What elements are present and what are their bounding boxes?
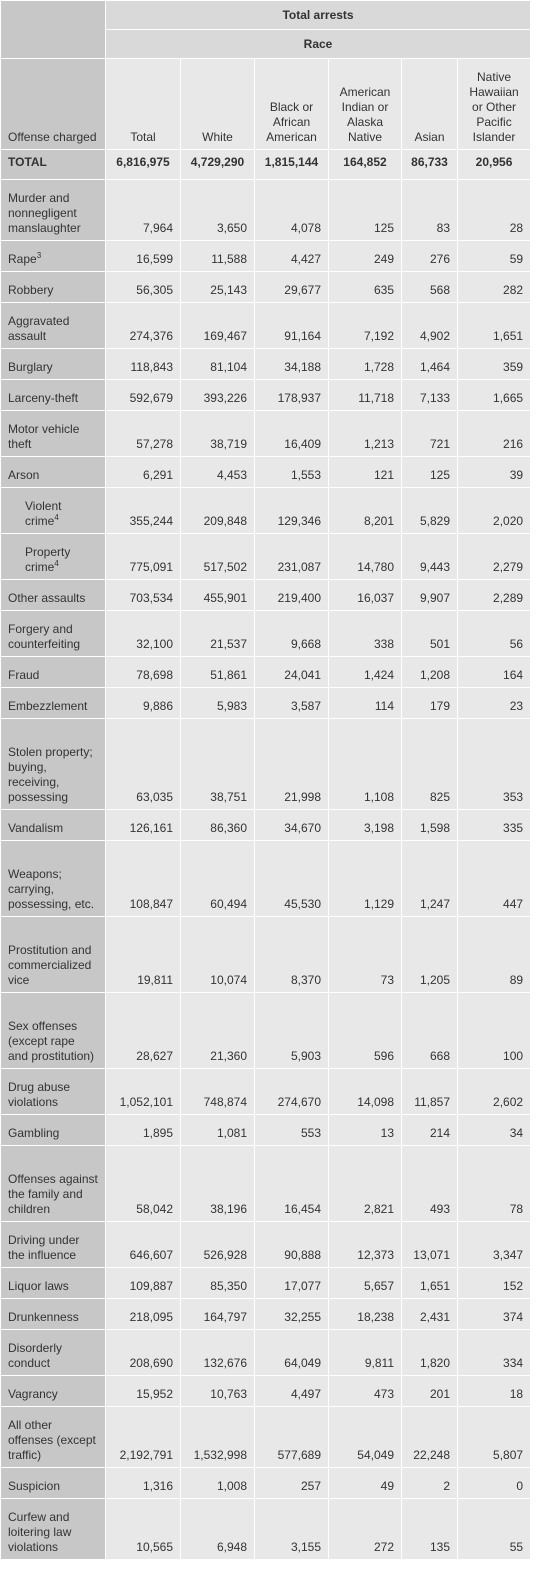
offense-label: Disorderly conduct: [8, 1341, 63, 1370]
value-cell-black: 16,409: [255, 411, 329, 457]
value-cell-white: 38,719: [181, 411, 255, 457]
value-cell-black: 3,587: [255, 688, 329, 719]
value-cell-pacific-islander: 1,651: [458, 303, 531, 349]
value-cell-white: 748,874: [181, 1069, 255, 1115]
value-cell-american-indian: 2,821: [329, 1146, 402, 1222]
offense-label-cell: [1, 1222, 106, 1268]
value-cell-total: 108,847: [106, 841, 181, 917]
offense-label: Curfew and loitering law violations: [8, 1510, 72, 1554]
offense-label: Suspicion: [8, 1479, 61, 1493]
value-cell-pacific-islander: 78: [458, 1146, 531, 1222]
value-cell-american-indian: 596: [329, 993, 402, 1069]
value-cell-total: 63,035: [106, 719, 181, 810]
offense-label: Violent crime: [25, 499, 62, 528]
value-cell-total: 592,679: [106, 380, 181, 411]
value-cell-white: 1,081: [181, 1115, 255, 1146]
value-cell-total: 646,607: [106, 1222, 181, 1268]
value-cell-asian: 668: [402, 993, 458, 1069]
value-cell-asian: 825: [402, 719, 458, 810]
value-cell-asian: 1,464: [402, 349, 458, 380]
offense-label-cell: [1, 150, 106, 180]
value-cell-total: 109,887: [106, 1268, 181, 1299]
value-cell-asian: 1,820: [402, 1330, 458, 1376]
offense-label-cell: [1, 380, 106, 411]
offense-label-cell: [1, 241, 106, 272]
table-row: [1, 1299, 531, 1330]
value-cell-total: 1,316: [106, 1468, 181, 1499]
value-cell-pacific-islander: 34: [458, 1115, 531, 1146]
offense-label: Drunkenness: [8, 1310, 79, 1324]
value-cell-total: 56,305: [106, 272, 181, 303]
offense-label-cell: [1, 688, 106, 719]
table-row: [1, 719, 531, 810]
value-cell-pacific-islander: 59: [458, 241, 531, 272]
table-row: [1, 349, 531, 380]
value-cell-american-indian: 3,198: [329, 810, 402, 841]
offense-label: Murder and nonnegligent manslaughter: [8, 191, 81, 235]
value-cell-black: 257: [255, 1468, 329, 1499]
offense-label: Stolen property; buying, receiving, possessing: [8, 745, 93, 804]
offense-label-cell: [1, 1299, 106, 1330]
value-cell-total: 2,192,791: [106, 1407, 181, 1468]
value-cell-asian: 7,133: [402, 380, 458, 411]
value-cell-asian: 1,205: [402, 917, 458, 993]
value-cell-american-indian: 14,098: [329, 1069, 402, 1115]
value-cell-pacific-islander: 0: [458, 1468, 531, 1499]
value-cell-white: 11,588: [181, 241, 255, 272]
value-cell-pacific-islander: 39: [458, 457, 531, 488]
offense-label-cell: [1, 1268, 106, 1299]
value-cell-total: 274,376: [106, 303, 181, 349]
value-cell-total: 28,627: [106, 993, 181, 1069]
value-cell-black: 17,077: [255, 1268, 329, 1299]
value-cell-american-indian: 9,811: [329, 1330, 402, 1376]
value-cell-total: 118,843: [106, 349, 181, 380]
value-cell-total: 126,161: [106, 810, 181, 841]
value-cell-asian: 1,208: [402, 657, 458, 688]
value-cell-white: 393,226: [181, 380, 255, 411]
value-cell-pacific-islander: 5,807: [458, 1407, 531, 1468]
offense-label-cell: [1, 841, 106, 917]
offense-label-cell: [1, 349, 106, 380]
value-cell-white: 21,360: [181, 993, 255, 1069]
value-cell-total: 58,042: [106, 1146, 181, 1222]
table-row: [1, 303, 531, 349]
value-cell-american-indian: 13: [329, 1115, 402, 1146]
value-cell-american-indian: 1,424: [329, 657, 402, 688]
value-cell-asian: 13,071: [402, 1222, 458, 1268]
value-cell-total: 703,534: [106, 580, 181, 611]
value-cell-black: 9,668: [255, 611, 329, 657]
value-cell-american-indian: 1,213: [329, 411, 402, 457]
value-cell-white: 10,074: [181, 917, 255, 993]
offense-label-cell: [1, 1376, 106, 1407]
offense-label-cell: [1, 1468, 106, 1499]
offense-label-cell: [1, 1407, 106, 1468]
value-cell-american-indian: 11,718: [329, 380, 402, 411]
value-cell-black: 34,670: [255, 810, 329, 841]
value-cell-american-indian: 121: [329, 457, 402, 488]
value-cell-pacific-islander: 353: [458, 719, 531, 810]
value-cell-black: 21,998: [255, 719, 329, 810]
value-cell-black: 553: [255, 1115, 329, 1146]
value-cell-pacific-islander: 2,279: [458, 534, 531, 580]
offense-label-cell: [1, 657, 106, 688]
value-cell-black: 1,815,144: [255, 150, 329, 180]
value-cell-total: 6,291: [106, 457, 181, 488]
value-cell-american-indian: 272: [329, 1499, 402, 1560]
value-cell-total: 9,886: [106, 688, 181, 719]
table-row: [1, 611, 531, 657]
value-cell-pacific-islander: 152: [458, 1268, 531, 1299]
offense-label-cell: [1, 1330, 106, 1376]
value-cell-asian: 5,829: [402, 488, 458, 534]
value-cell-pacific-islander: 89: [458, 917, 531, 993]
value-cell-total: 7,964: [106, 180, 181, 241]
table-row: [1, 1069, 531, 1115]
value-cell-pacific-islander: 216: [458, 411, 531, 457]
value-cell-white: 169,467: [181, 303, 255, 349]
offense-label-cell: [1, 411, 106, 457]
value-cell-american-indian: 12,373: [329, 1222, 402, 1268]
value-cell-total: 218,095: [106, 1299, 181, 1330]
value-cell-white: 38,751: [181, 719, 255, 810]
value-cell-white: 455,901: [181, 580, 255, 611]
value-cell-american-indian: 54,049: [329, 1407, 402, 1468]
value-cell-white: 5,983: [181, 688, 255, 719]
value-cell-white: 164,797: [181, 1299, 255, 1330]
value-cell-pacific-islander: 164: [458, 657, 531, 688]
value-cell-pacific-islander: 335: [458, 810, 531, 841]
offense-label: Driving under the influence: [8, 1233, 80, 1262]
value-cell-white: 4,729,290: [181, 150, 255, 180]
value-cell-total: 57,278: [106, 411, 181, 457]
value-cell-black: 8,370: [255, 917, 329, 993]
table-row: [1, 457, 531, 488]
value-cell-total: 1,895: [106, 1115, 181, 1146]
offense-label-cell: [1, 488, 106, 534]
value-cell-total: 16,599: [106, 241, 181, 272]
value-cell-asian: 125: [402, 457, 458, 488]
value-cell-pacific-islander: 2,289: [458, 580, 531, 611]
table-row: [1, 917, 531, 993]
table-row: [1, 580, 531, 611]
table-body: [1, 150, 531, 1560]
value-cell-asian: 2,431: [402, 1299, 458, 1330]
offense-label: Larceny-theft: [8, 391, 79, 405]
column-header-american-indian: American Indian or Alaska Native: [329, 59, 402, 150]
value-cell-white: 3,650: [181, 180, 255, 241]
value-cell-black: 45,530: [255, 841, 329, 917]
value-cell-total: 6,816,975: [106, 150, 181, 180]
table-row: [1, 1268, 531, 1299]
offense-label: Fraud: [8, 668, 40, 682]
value-cell-american-indian: 473: [329, 1376, 402, 1407]
offense-label: Robbery: [8, 283, 54, 297]
value-cell-american-indian: 1,108: [329, 719, 402, 810]
offense-label-cell: [1, 993, 106, 1069]
value-cell-asian: 501: [402, 611, 458, 657]
table-row-total: [1, 150, 531, 180]
table-row: [1, 1468, 531, 1499]
value-cell-white: 25,143: [181, 272, 255, 303]
value-cell-asian: 721: [402, 411, 458, 457]
value-cell-black: 274,670: [255, 1069, 329, 1115]
table-row: [1, 1222, 531, 1268]
column-header-white: White: [181, 59, 255, 150]
header-corner-cell: [1, 1, 106, 59]
value-cell-asian: 4,902: [402, 303, 458, 349]
value-cell-white: 38,196: [181, 1146, 255, 1222]
value-cell-total: 775,091: [106, 534, 181, 580]
value-cell-asian: 22,248: [402, 1407, 458, 1468]
value-cell-american-indian: 125: [329, 180, 402, 241]
value-cell-pacific-islander: 334: [458, 1330, 531, 1376]
offense-label: Vandalism: [8, 821, 64, 835]
value-cell-american-indian: 49: [329, 1468, 402, 1499]
value-cell-pacific-islander: 55: [458, 1499, 531, 1560]
table-row: [1, 534, 531, 580]
value-cell-white: 4,453: [181, 457, 255, 488]
offense-label: Motor vehicle theft: [8, 422, 80, 451]
value-cell-pacific-islander: 1,665: [458, 380, 531, 411]
offense-label: Drug abuse violations: [8, 1080, 71, 1109]
table-row: [1, 380, 531, 411]
value-cell-white: 526,928: [181, 1222, 255, 1268]
value-cell-asian: 214: [402, 1115, 458, 1146]
value-cell-asian: 493: [402, 1146, 458, 1222]
value-cell-black: 178,937: [255, 380, 329, 411]
value-cell-white: 10,763: [181, 1376, 255, 1407]
value-cell-american-indian: 1,129: [329, 841, 402, 917]
value-cell-pacific-islander: 359: [458, 349, 531, 380]
offense-label: Offenses against the family and children: [8, 1172, 98, 1216]
offense-label: Burglary: [8, 360, 53, 374]
value-cell-pacific-islander: 3,347: [458, 1222, 531, 1268]
offense-label-cell: [1, 580, 106, 611]
offense-label: Liquor laws: [8, 1279, 69, 1293]
value-cell-black: 64,049: [255, 1330, 329, 1376]
value-cell-american-indian: 164,852: [329, 150, 402, 180]
value-cell-black: 29,677: [255, 272, 329, 303]
offense-label: Other assaults: [8, 591, 86, 605]
value-cell-american-indian: 8,201: [329, 488, 402, 534]
value-cell-white: 51,861: [181, 657, 255, 688]
table-header: [1, 1, 531, 150]
value-cell-asian: 11,857: [402, 1069, 458, 1115]
value-cell-white: 132,676: [181, 1330, 255, 1376]
race-heading: Race: [106, 30, 531, 59]
value-cell-asian: 1,651: [402, 1268, 458, 1299]
value-cell-asian: 179: [402, 688, 458, 719]
value-cell-pacific-islander: 18: [458, 1376, 531, 1407]
column-header-pacific-islander: Native Hawaiian or Other Pacific Islander: [458, 59, 531, 150]
value-cell-asian: 2: [402, 1468, 458, 1499]
table-row: [1, 488, 531, 534]
value-cell-black: 4,497: [255, 1376, 329, 1407]
value-cell-black: 231,087: [255, 534, 329, 580]
value-cell-black: 4,078: [255, 180, 329, 241]
value-cell-black: 3,155: [255, 1499, 329, 1560]
footnote-marker: 4: [54, 559, 59, 568]
total-arrests-heading: Total arrests: [106, 1, 531, 30]
table-row: [1, 411, 531, 457]
offense-label: Sex offenses (except rape and prostitution): [8, 1019, 95, 1063]
footnote-marker: 3: [36, 251, 42, 260]
column-header-total: Total: [106, 59, 181, 150]
value-cell-pacific-islander: 374: [458, 1299, 531, 1330]
value-cell-pacific-islander: 20,956: [458, 150, 531, 180]
value-cell-black: 577,689: [255, 1407, 329, 1468]
offense-label: Embezzlement: [8, 699, 88, 713]
value-cell-asian: 86,733: [402, 150, 458, 180]
value-cell-white: 60,494: [181, 841, 255, 917]
value-cell-white: 6,948: [181, 1499, 255, 1560]
value-cell-white: 517,502: [181, 534, 255, 580]
value-cell-american-indian: 73: [329, 917, 402, 993]
value-cell-american-indian: 7,192: [329, 303, 402, 349]
value-cell-black: 129,346: [255, 488, 329, 534]
value-cell-black: 24,041: [255, 657, 329, 688]
offense-label-cell: [1, 1069, 106, 1115]
offense-label-cell: [1, 611, 106, 657]
value-cell-black: 219,400: [255, 580, 329, 611]
offense-label-cell: [1, 457, 106, 488]
offense-label: Weapons; carrying, possessing, etc.: [8, 867, 95, 911]
offense-label-cell: [1, 810, 106, 841]
offense-label-cell: [1, 1115, 106, 1146]
offense-label: TOTAL: [8, 155, 47, 169]
offense-label-cell: [1, 534, 106, 580]
column-header-asian: Asian: [402, 59, 458, 150]
value-cell-white: 1,008: [181, 1468, 255, 1499]
value-cell-pacific-islander: 23: [458, 688, 531, 719]
table-row: [1, 1115, 531, 1146]
value-cell-black: 1,553: [255, 457, 329, 488]
table-row: [1, 841, 531, 917]
value-cell-pacific-islander: 100: [458, 993, 531, 1069]
value-cell-black: 91,164: [255, 303, 329, 349]
value-cell-asian: 201: [402, 1376, 458, 1407]
table-row: [1, 1146, 531, 1222]
footnote-marker: 4: [54, 513, 59, 522]
offense-label: Forgery and counterfeiting: [8, 622, 81, 651]
value-cell-black: 16,454: [255, 1146, 329, 1222]
value-cell-total: 10,565: [106, 1499, 181, 1560]
value-cell-white: 1,532,998: [181, 1407, 255, 1468]
offense-label-cell: [1, 180, 106, 241]
table-row: [1, 657, 531, 688]
value-cell-black: 90,888: [255, 1222, 329, 1268]
value-cell-american-indian: 16,037: [329, 580, 402, 611]
value-cell-asian: 568: [402, 272, 458, 303]
value-cell-pacific-islander: 447: [458, 841, 531, 917]
value-cell-asian: 9,907: [402, 580, 458, 611]
offense-label-cell: [1, 1146, 106, 1222]
value-cell-asian: 9,443: [402, 534, 458, 580]
value-cell-american-indian: 1,728: [329, 349, 402, 380]
offense-label: Property crime: [25, 545, 71, 574]
column-header-black: Black or African American: [255, 59, 329, 150]
value-cell-total: 1,052,101: [106, 1069, 181, 1115]
value-cell-american-indian: 249: [329, 241, 402, 272]
offense-label-cell: [1, 272, 106, 303]
column-header-offense: Offense charged: [1, 59, 106, 150]
value-cell-total: 208,690: [106, 1330, 181, 1376]
value-cell-asian: 1,598: [402, 810, 458, 841]
value-cell-american-indian: 14,780: [329, 534, 402, 580]
value-cell-american-indian: 114: [329, 688, 402, 719]
value-cell-white: 21,537: [181, 611, 255, 657]
table-row: [1, 1499, 531, 1560]
value-cell-total: 355,244: [106, 488, 181, 534]
value-cell-american-indian: 338: [329, 611, 402, 657]
value-cell-pacific-islander: 2,020: [458, 488, 531, 534]
value-cell-white: 81,104: [181, 349, 255, 380]
value-cell-pacific-islander: 2,602: [458, 1069, 531, 1115]
table-row: [1, 180, 531, 241]
value-cell-asian: 135: [402, 1499, 458, 1560]
offense-label-cell: [1, 917, 106, 993]
value-cell-black: 5,903: [255, 993, 329, 1069]
offense-label: All other offenses (except traffic): [8, 1418, 96, 1462]
offense-label: Arson: [8, 468, 40, 482]
value-cell-asian: 1,247: [402, 841, 458, 917]
table-row: [1, 272, 531, 303]
value-cell-american-indian: 635: [329, 272, 402, 303]
offense-label: Gambling: [8, 1126, 60, 1140]
table-row: [1, 688, 531, 719]
value-cell-black: 34,188: [255, 349, 329, 380]
offense-label-cell: [1, 1499, 106, 1560]
offense-label-cell: [1, 719, 106, 810]
table-row: [1, 810, 531, 841]
value-cell-total: 78,698: [106, 657, 181, 688]
value-cell-white: 209,848: [181, 488, 255, 534]
value-cell-black: 32,255: [255, 1299, 329, 1330]
value-cell-black: 4,427: [255, 241, 329, 272]
value-cell-american-indian: 18,238: [329, 1299, 402, 1330]
table-row: [1, 993, 531, 1069]
value-cell-total: 15,952: [106, 1376, 181, 1407]
value-cell-white: 85,350: [181, 1268, 255, 1299]
table-row: [1, 1407, 531, 1468]
value-cell-total: 32,100: [106, 611, 181, 657]
table-row: [1, 241, 531, 272]
value-cell-pacific-islander: 282: [458, 272, 531, 303]
offense-label: Vagrancy: [8, 1387, 58, 1401]
offense-label: Aggravated assault: [8, 314, 70, 343]
offense-label: Prostitution and commercialized vice: [8, 943, 92, 987]
value-cell-asian: 276: [402, 241, 458, 272]
value-cell-asian: 83: [402, 180, 458, 241]
value-cell-pacific-islander: 28: [458, 180, 531, 241]
offense-label: Rape: [8, 252, 37, 266]
value-cell-pacific-islander: 56: [458, 611, 531, 657]
value-cell-american-indian: 5,657: [329, 1268, 402, 1299]
value-cell-white: 86,360: [181, 810, 255, 841]
table-row: [1, 1376, 531, 1407]
table-row: [1, 1330, 531, 1376]
value-cell-total: 19,811: [106, 917, 181, 993]
offense-label-cell: [1, 303, 106, 349]
